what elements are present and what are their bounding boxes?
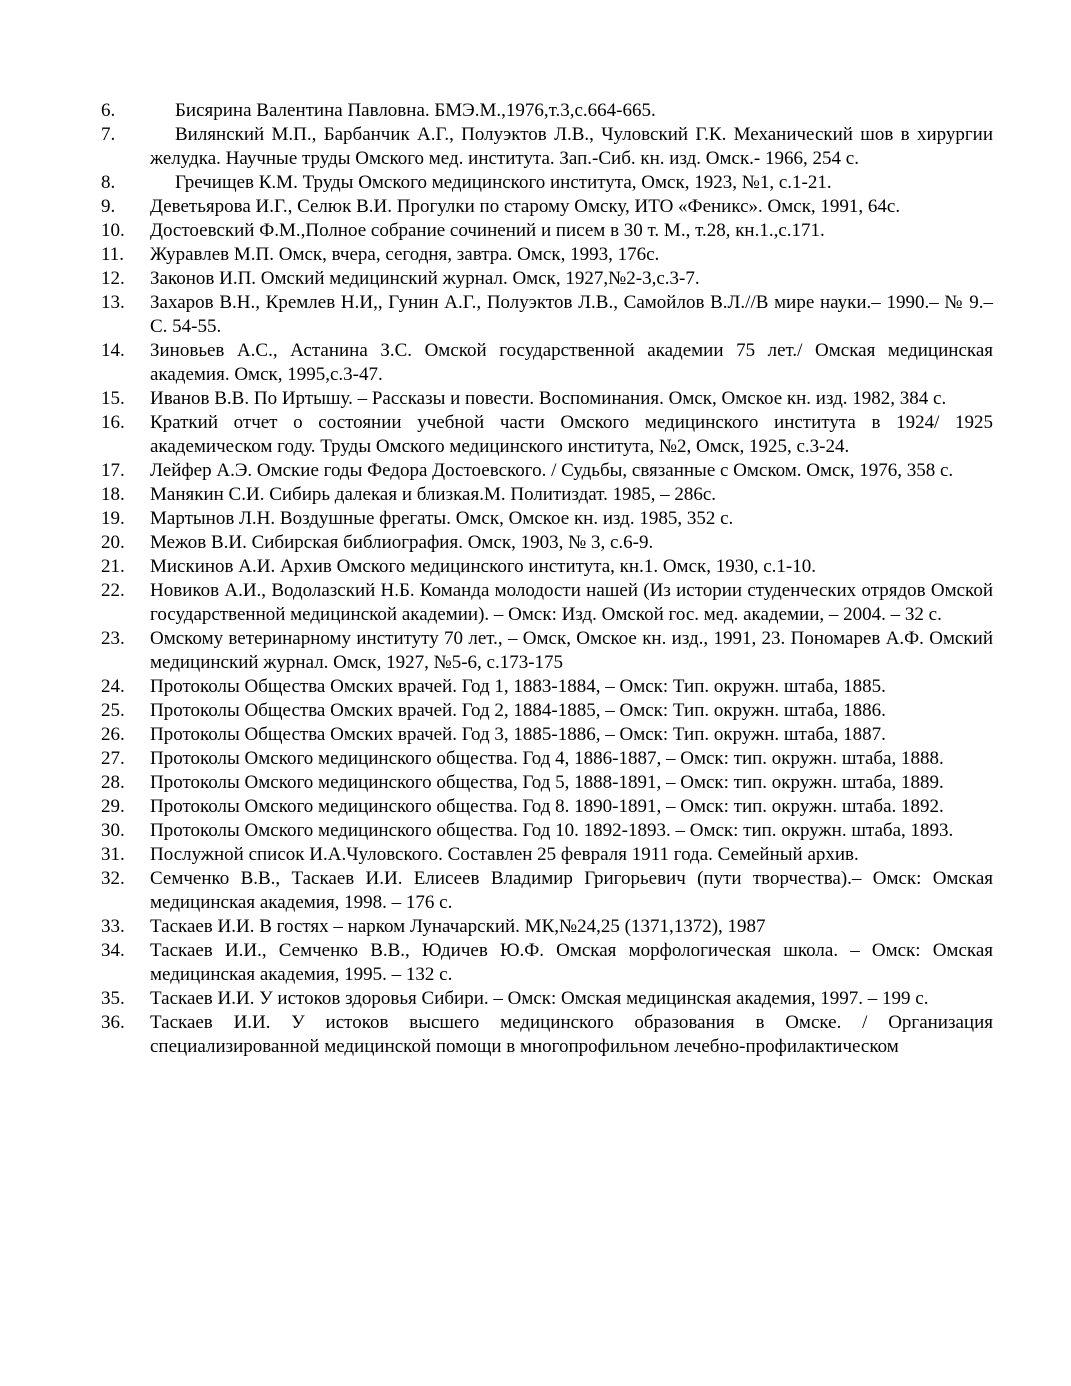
reference-item <box>0 267 1071 291</box>
reference-text: Зиновьев А.С., Астанина З.С. Омской государственной академии 75 лет./ Омская медицинская академия. Омск, 1995,с.3-47. <box>150 340 993 385</box>
reference-number: 9. <box>101 196 116 217</box>
reference-number: 7. <box>101 124 116 145</box>
reference-number: 8. <box>101 172 116 193</box>
reference-text: Краткий отчет о состоянии учебной части Омского медицинского института в 1924/ 1925 академическом году. Труды Омского медицинского института, №2, Омск, 1925, с.3-24. <box>150 412 993 457</box>
reference-number: 26. <box>101 724 125 745</box>
reference-number: 23. <box>101 628 125 649</box>
reference-text: Бисярина Валентина Павловна. БМЭ.М.,1976,т.3,с.664-665. <box>175 100 656 121</box>
reference-number: 36. <box>101 1012 125 1033</box>
reference-item <box>0 795 1071 819</box>
reference-text: Иванов В.В. По Иртышу. – Рассказы и повести. Воспоминания. Омск, Омское кн. изд. 1982, 384 с. <box>150 388 947 409</box>
reference-number: 21. <box>101 556 125 577</box>
reference-text: Протоколы Общества Омских врачей. Год 3, 1885-1886, – Омск: Тип. окружн. штаба, 1887. <box>150 724 886 745</box>
reference-text: Гречищев К.М. Труды Омского медицинского института, Омск, 1923, №1, с.1-21. <box>175 172 832 193</box>
reference-text: Семченко В.В., Таскаев И.И. Елисеев Владимир Григорьевич (пути творчества).– Омск: Омская медицинская академия, 1998. – 176 с. <box>150 868 993 913</box>
reference-list <box>0 99 1071 1059</box>
reference-text: Таскаев И.И., Семченко В.В., Юдичев Ю.Ф. Омская морфологическая школа. – Омск: Омская медицинская академия, 1995. – 132 с. <box>150 940 993 985</box>
reference-text: Таскаев И.И. У истоков здоровья Сибири. – Омск: Омская медицинская академия, 1997. – 199 с. <box>150 988 929 1009</box>
reference-number: 34. <box>101 940 125 961</box>
reference-text: Манякин С.И. Сибирь далекая и близкая.М. Политиздат. 1985, – 286с. <box>150 484 717 505</box>
reference-item <box>0 1011 1071 1059</box>
reference-item <box>0 507 1071 531</box>
reference-number: 18. <box>101 484 125 505</box>
reference-number: 25. <box>101 700 125 721</box>
reference-number: 12. <box>101 268 125 289</box>
reference-number: 27. <box>101 748 125 769</box>
reference-item <box>0 843 1071 867</box>
reference-text: Протоколы Омского медицинского общества. Год 8. 1890-1891, – Омск: тип. окружн. штаба. 1892. <box>150 796 944 817</box>
reference-item <box>0 171 1071 195</box>
reference-item <box>0 915 1071 939</box>
reference-text: Таскаев И.И. У истоков высшего медицинского образования в Омске. / Организация специализированной медицинской помощи в многопрофильном лечебно-профилактическом <box>150 1012 993 1057</box>
reference-item <box>0 699 1071 723</box>
reference-number: 19. <box>101 508 125 529</box>
reference-text: Законов И.П. Омский медицинский журнал. Омск, 1927,№2-3,с.3-7. <box>150 268 700 289</box>
reference-text: Новиков А.И., Водолазский Н.Б. Команда молодости нашей (Из истории студенческих отрядов Омской государственной медицинской академии). – Омск: Изд. Омской гос. мед. академии, – 2004. – 32 с. <box>150 580 993 625</box>
reference-item <box>0 123 1071 171</box>
reference-text: Протоколы Общества Омских врачей. Год 2, 1884-1885, – Омск: Тип. окружн. штаба, 1886. <box>150 700 886 721</box>
reference-item <box>0 459 1071 483</box>
reference-text: Протоколы Омского медицинского общества, Год 5, 1888-1891, – Омск: тип. окружн. штаба, 1889. <box>150 772 944 793</box>
reference-number: 30. <box>101 820 125 841</box>
reference-number: 16. <box>101 412 125 433</box>
reference-item <box>0 747 1071 771</box>
reference-text: Межов В.И. Сибирская библиография. Омск, 1903, № 3, с.6-9. <box>150 532 654 553</box>
reference-item <box>0 819 1071 843</box>
reference-item <box>0 531 1071 555</box>
reference-item <box>0 723 1071 747</box>
reference-number: 17. <box>101 460 125 481</box>
reference-text: Послужной список И.А.Чуловского. Составлен 25 февраля 1911 года. Семейный архив. <box>150 844 859 865</box>
reference-number: 11. <box>101 244 125 265</box>
reference-item <box>0 99 1071 123</box>
reference-number: 15. <box>101 388 125 409</box>
reference-number: 6. <box>101 100 116 121</box>
reference-number: 14. <box>101 340 125 361</box>
reference-item <box>0 411 1071 459</box>
reference-text: Достоевский Ф.М.,Полное собрание сочинений и писем в 30 т. М., т.28, кн.1.,с.171. <box>150 220 825 241</box>
reference-text: Протоколы Омского медицинского общества. Год 10. 1892-1893. – Омск: тип. окружн. штаба, 1893. <box>150 820 954 841</box>
reference-number: 20. <box>101 532 125 553</box>
reference-item <box>0 987 1071 1011</box>
reference-item <box>0 555 1071 579</box>
reference-item <box>0 339 1071 387</box>
reference-number: 22. <box>101 580 125 601</box>
reference-text: Омскому ветеринарному институту 70 лет., – Омск, Омское кн. изд., 1991, 23. Пономарев А.Ф. Омский медицинский журнал. Омск, 1927, №5-6, с.173-175 <box>150 628 993 673</box>
reference-text: Мартынов Л.Н. Воздушные фрегаты. Омск, Омское кн. изд. 1985, 352 с. <box>150 508 734 529</box>
reference-item <box>0 291 1071 339</box>
reference-item <box>0 243 1071 267</box>
reference-text: Протоколы Омского медицинского общества. Год 4, 1886-1887, – Омск: тип. окружн. штаба, 1888. <box>150 748 944 769</box>
reference-text: Вилянский М.П., Барбанчик А.Г., Полуэктов Л.В., Чуловский Г.К. Механический шов в хирургии желудка. Научные труды Омского мед. института. Зап.-Сиб. кн. изд. Омск.- 1966, 254 с. <box>150 124 993 169</box>
reference-text: Таскаев И.И. В гостях – нарком Луначарский. МК,№24,25 (1371,1372), 1987 <box>150 916 766 937</box>
reference-number: 33. <box>101 916 125 937</box>
reference-text: Журавлев М.П. Омск, вчера, сегодня, завтра. Омск, 1993, 176с. <box>150 244 660 265</box>
reference-item <box>0 219 1071 243</box>
reference-text: Захаров В.Н., Кремлев Н.И,, Гунин А.Г., Полуэктов Л.В., Самойлов В.Л.//В мире науки.– 1990.– № 9.– С. 54-55. <box>150 292 993 337</box>
reference-item <box>0 387 1071 411</box>
reference-number: 13. <box>101 292 125 313</box>
reference-number: 24. <box>101 676 125 697</box>
reference-number: 35. <box>101 988 125 1009</box>
reference-item <box>0 195 1071 219</box>
reference-text: Деветьярова И.Г., Селюк В.И. Прогулки по старому Омску, ИТО «Феникс». Омск, 1991, 64с. <box>150 196 901 217</box>
reference-number: 10. <box>101 220 125 241</box>
reference-number: 32. <box>101 868 125 889</box>
reference-item <box>0 675 1071 699</box>
reference-number: 28. <box>101 772 125 793</box>
reference-text: Протоколы Общества Омских врачей. Год 1, 1883-1884, – Омск: Тип. окружн. штаба, 1885. <box>150 676 886 697</box>
reference-item <box>0 627 1071 675</box>
reference-item <box>0 771 1071 795</box>
reference-item <box>0 579 1071 627</box>
reference-item <box>0 483 1071 507</box>
reference-number: 29. <box>101 796 125 817</box>
reference-text: Лейфер А.Э. Омские годы Федора Достоевского. / Судьбы, связанные с Омском. Омск, 1976, 358 с. <box>150 460 954 481</box>
reference-item <box>0 939 1071 987</box>
reference-item <box>0 867 1071 915</box>
reference-number: 31. <box>101 844 125 865</box>
reference-text: Мискинов А.И. Архив Омского медицинского института, кн.1. Омск, 1930, с.1-10. <box>150 556 816 577</box>
